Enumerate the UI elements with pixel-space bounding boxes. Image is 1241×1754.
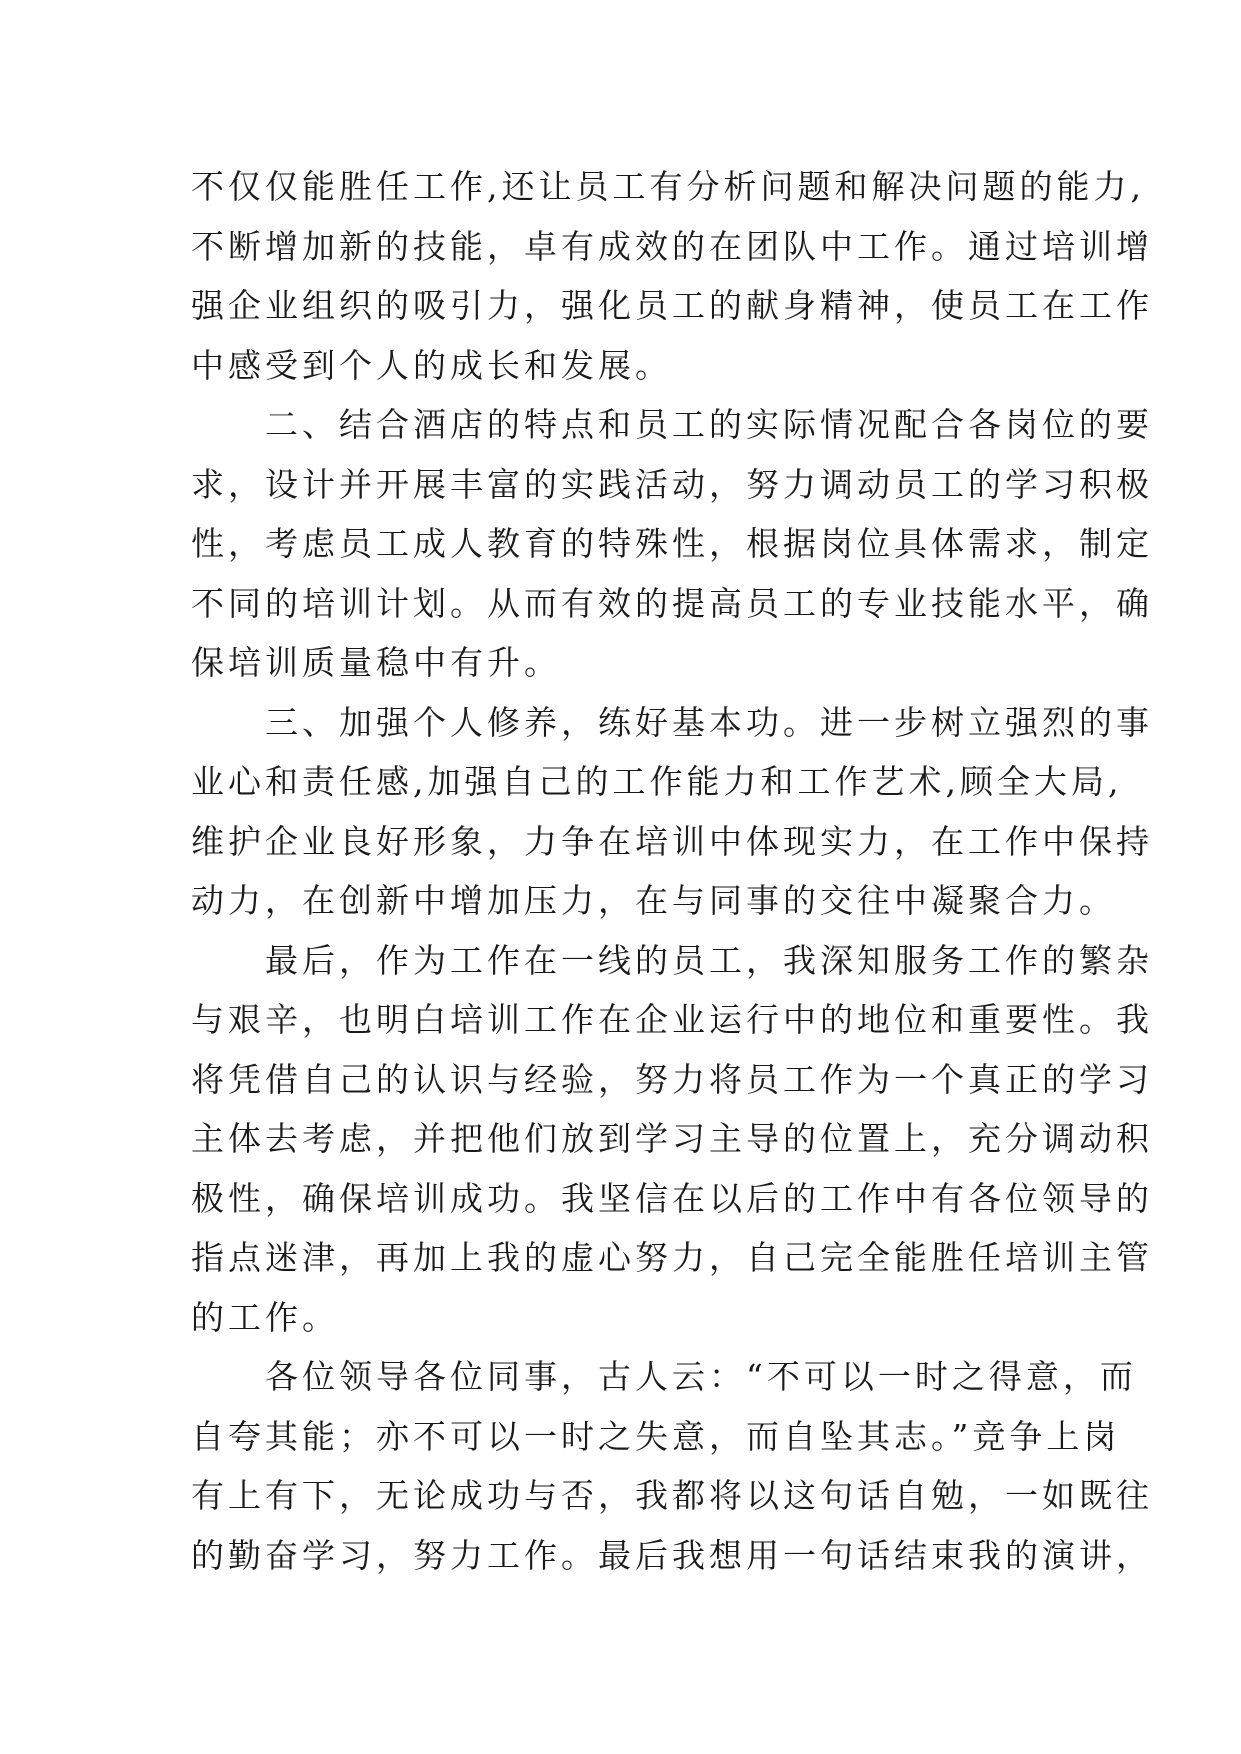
text-line: 极性，确保培训成功。我坚信在以后的工作中有各位领导的 [191,1178,1153,1218]
text-line: 三、加强个人修养，练好基本功。进一步树立强烈的事 [265,702,1153,742]
text-line: 自夸其能；亦不可以一时之失意，而自坠其志。”竞争上岗 [191,1416,1121,1456]
text-line: 指点迷津，再加上我的虚心努力，自己完全能胜任培训主管 [191,1238,1153,1277]
text-line: 保培训质量稳中有升。 [191,643,561,682]
text-line: 维护企业良好形象，力争在培训中体现实力，在工作中保持 [191,821,1153,861]
text-line: 不仅仅能胜任工作,还让员工有分析问题和解决问题的能力, [191,167,1145,206]
text-line: 求，设计并开展丰富的实践活动，努力调动员工的学习积极 [191,464,1153,504]
text-line: 的工作。 [191,1297,339,1337]
document-body [191,157,1153,1585]
text-line: 最后，作为工作在一线的员工，我深知服务工作的繁杂 [265,940,1153,980]
text-line: 有上有下，无论成功与否，我都将以这句话自勉，一如既往 [191,1476,1153,1515]
text-line: 将凭借自己的认识与经验，努力将员工作为一个真正的学习 [191,1059,1153,1099]
text-line: 中感受到个人的成长和发展。 [191,345,672,385]
text-line: 主体去考虑，并把他们放到学习主导的位置上，充分调动积 [191,1119,1153,1158]
text-line: 强企业组织的吸引力，强化员工的献身精神，使员工在工作 [191,286,1153,325]
text-line: 性，考虑员工成人教育的特殊性，根据岗位具体需求，制定 [191,524,1153,563]
text-line: 的勤奋学习，努力工作。最后我想用一句话结束我的演讲， [191,1535,1153,1575]
text-line: 不同的培训计划。从而有效的提高员工的专业技能水平，确 [191,583,1153,623]
text-line: 动力，在创新中增加压力，在与同事的交往中凝聚合力。 [191,881,1116,920]
text-line: 不断增加新的技能，卓有成效的在团队中工作。通过培训增 [191,226,1153,266]
text-line: 与艰辛，也明白培训工作在企业运行中的地位和重要性。我 [191,1000,1153,1039]
text-line: 各位领导各位同事，古人云：“不可以一时之得意，而 [265,1357,1137,1396]
text-line: 二、结合酒店的特点和员工的实际情况配合各岗位的要 [265,405,1153,444]
text-line: 业心和责任感,加强自己的工作能力和工作艺术,顾全大局, [191,762,1123,801]
